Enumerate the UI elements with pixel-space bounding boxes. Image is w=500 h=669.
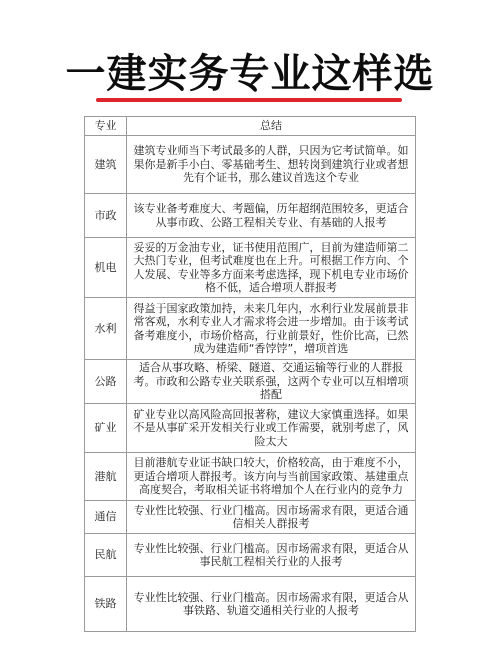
table-row (85, 577, 416, 632)
table-row (85, 360, 416, 404)
table-row (85, 298, 416, 360)
major-summary: 目前港航专业证书缺口较大，价格较高，由于难度不小，更适合增项人群报考。该方向与当前国家政策、基建重点高度契合，考取相关证书将增加个人在行业内的竞争力 (127, 453, 416, 501)
major-summary: 该专业备考难度大、考题偏，历年超纲范围较多，更适合从事市政、公路工程相关专业、有基础的人报考 (127, 194, 416, 238)
header-major: 专业 (85, 117, 127, 136)
table-row (85, 238, 416, 298)
major-name: 机电 (85, 238, 127, 298)
major-summary: 矿业专业以高风险高回报著称，建议大家慎重选择。如果不是从事矿采开发相关行业或工作需要，就别考虑了，风险太大 (127, 404, 416, 453)
major-summary-table (84, 116, 416, 632)
major-name: 建筑 (85, 136, 127, 194)
major-summary: 专业性比较强、行业门槛高。因市场需求有限，更适合从事铁路、轨道交通相关行业的人报考 (127, 577, 416, 632)
table-row (85, 453, 416, 501)
major-name: 铁路 (85, 577, 127, 632)
major-name: 公路 (85, 360, 127, 404)
major-summary: 专业性比较强、行业门槛高。因市场需求有限，更适合从事民航工程相关行业的人报考 (127, 534, 416, 577)
major-summary: 适合从事攻略、桥梁、隧道、交通运输等行业的人群报考。市政和公路专业关联系强，这两个专业可以互相增项搭配 (127, 360, 416, 404)
major-summary: 得益于国家政策加持，未来几年内，水利行业发展前景非常客观，水利专业人才需求将会进一步增加。由于该考试备考难度小，市场价格高，行业前景好，性价比高，已然成为建造师“香饽饽”，增项首选 (127, 298, 416, 360)
major-name: 水利 (85, 298, 127, 360)
major-name: 市政 (85, 194, 127, 238)
major-name: 港航 (85, 453, 127, 501)
table-row (85, 136, 416, 194)
page-title: 一建实务专业这样选 (65, 51, 435, 97)
major-name: 矿业 (85, 404, 127, 453)
table-row (85, 194, 416, 238)
title-underline (96, 98, 402, 102)
major-summary: 建筑专业师当下考试最多的人群，只因为它考试简单。如果你是新手小白、零基础考生、想转岗到建筑行业或者想先有个证书，那么建议首选这个专业 (127, 136, 416, 194)
table-row (85, 501, 416, 534)
table-row (85, 404, 416, 453)
header-summary: 总结 (127, 117, 416, 136)
major-name: 通信 (85, 501, 127, 534)
major-summary: 专业性比较强、行业门槛高。因市场需求有限，更适合通信相关人群报考 (127, 501, 416, 534)
major-name: 民航 (85, 534, 127, 577)
table-row (85, 534, 416, 577)
major-summary: 妥妥的万金油专业，证书使用范围广，目前为建造师第二大热门专业，但考试难度也在上升。可根据工作方向、个人发展、专业等多方面来考虑选择，现下机电专业市场价格不低，适合增项人群报考 (127, 238, 416, 298)
table-header-row (85, 117, 416, 136)
